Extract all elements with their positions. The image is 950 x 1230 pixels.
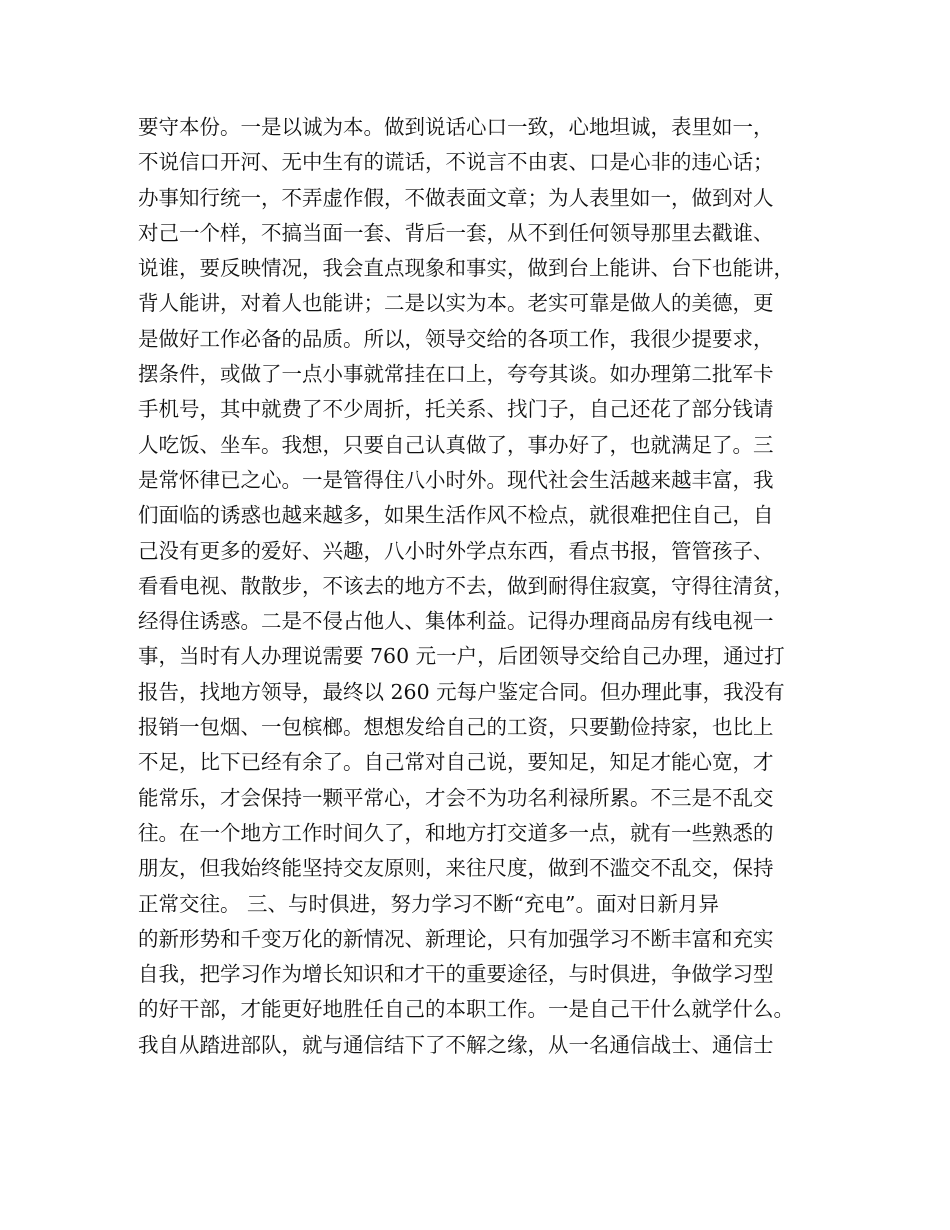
- text-line: 我自从踏进部队，就与通信结下了不解之缘，从一名通信战士、通信士: [138, 1032, 774, 1057]
- text-line: 自我，把学习作为增长知识和才干的重要途径，与时俱进，争做学习型: [138, 962, 774, 987]
- text-line: 人吃饭、坐车。我想，只要自己认真做了，事办好了，也就满足了。三: [138, 432, 774, 457]
- text-line: 办事知行统一，不弄虚作假，不做表面文章；为人表里如一，做到对人: [138, 185, 774, 210]
- text-line: 摆条件，或做了一点小事就常挂在口上，夸夸其谈。如办理第二批军卡: [138, 362, 774, 387]
- text-line: 是做好工作必备的品质。所以，领导交给的各项工作，我很少提要求，: [138, 326, 774, 351]
- text-line: 报告，找地方领导，最终以 260 元每户鉴定合同。但办理此事，我没有: [138, 679, 785, 704]
- body-text: [138, 110, 838, 1063]
- text-line: 背人能讲，对着人也能讲；二是以实为本。老实可靠是做人的美德，更: [138, 291, 774, 316]
- text-line: 朋友，但我始终能坚持交友原则，来往尺度，做到不滥交不乱交，保持: [138, 856, 774, 881]
- text-line: 不足，比下已经有余了。自己常对自己说，要知足，知足才能心宽，才: [138, 750, 774, 775]
- text-line: 手机号，其中就费了不少周折，托关系、找门子，自己还花了部分钱请: [138, 397, 774, 422]
- text-line: 不说信口开河、无中生有的谎话，不说言不由衷、口是心非的违心话；: [138, 150, 774, 175]
- text-line: 能常乐，才会保持一颗平常心，才会不为功名利禄所累。不三是不乱交: [138, 785, 774, 810]
- text-line: 说谁，要反映情况，我会直点现象和事实，做到台上能讲、台下也能讲，: [138, 256, 794, 281]
- text-line: 经得住诱惑。二是不侵占他人、集体利益。记得办理商品房有线电视一: [138, 609, 774, 634]
- text-line: 的好干部，才能更好地胜任自己的本职工作。一是自己干什么就学什么。: [138, 997, 794, 1022]
- text-line: 们面临的诱惑也越来越多，如果生活作风不检点，就很难把住自己，自: [138, 503, 774, 528]
- text-line: 对己一个样，不搞当面一套、背后一套，从不到任何领导那里去戳谁、: [138, 220, 774, 245]
- text-line: 看看电视、散散步，不该去的地方不去，做到耐得住寂寞，守得往清贫，: [138, 573, 794, 598]
- text-line: 己没有更多的爱好、兴趣，八小时外学点东西，看点书报，管管孩子、: [138, 538, 774, 563]
- text-line: 往。在一个地方工作时间久了，和地方打交道多一点，就有一些熟悉的: [138, 820, 774, 845]
- text-line: 的新形势和千变万化的新情况、新理论，只有加强学习不断丰富和充实: [138, 926, 774, 951]
- text-line: 要守本份。一是以诚为本。做到说话心口一致，心地坦诚，表里如一，: [138, 115, 774, 139]
- text-line: 事，当时有人办理说需要 760 元一户，后团领导交给自己办理，通过打: [138, 644, 785, 669]
- text-line: 报销一包烟、一包槟榔。想想发给自己的工资，只要勤俭持家，也比上: [138, 715, 774, 740]
- text-line: 是常怀律已之心。一是管得住八小时外。现代社会生活越来越丰富，我: [138, 467, 774, 492]
- text-line: 正常交往。 三、与时俱进，努力学习不断“充电”。面对日新月异: [138, 891, 719, 916]
